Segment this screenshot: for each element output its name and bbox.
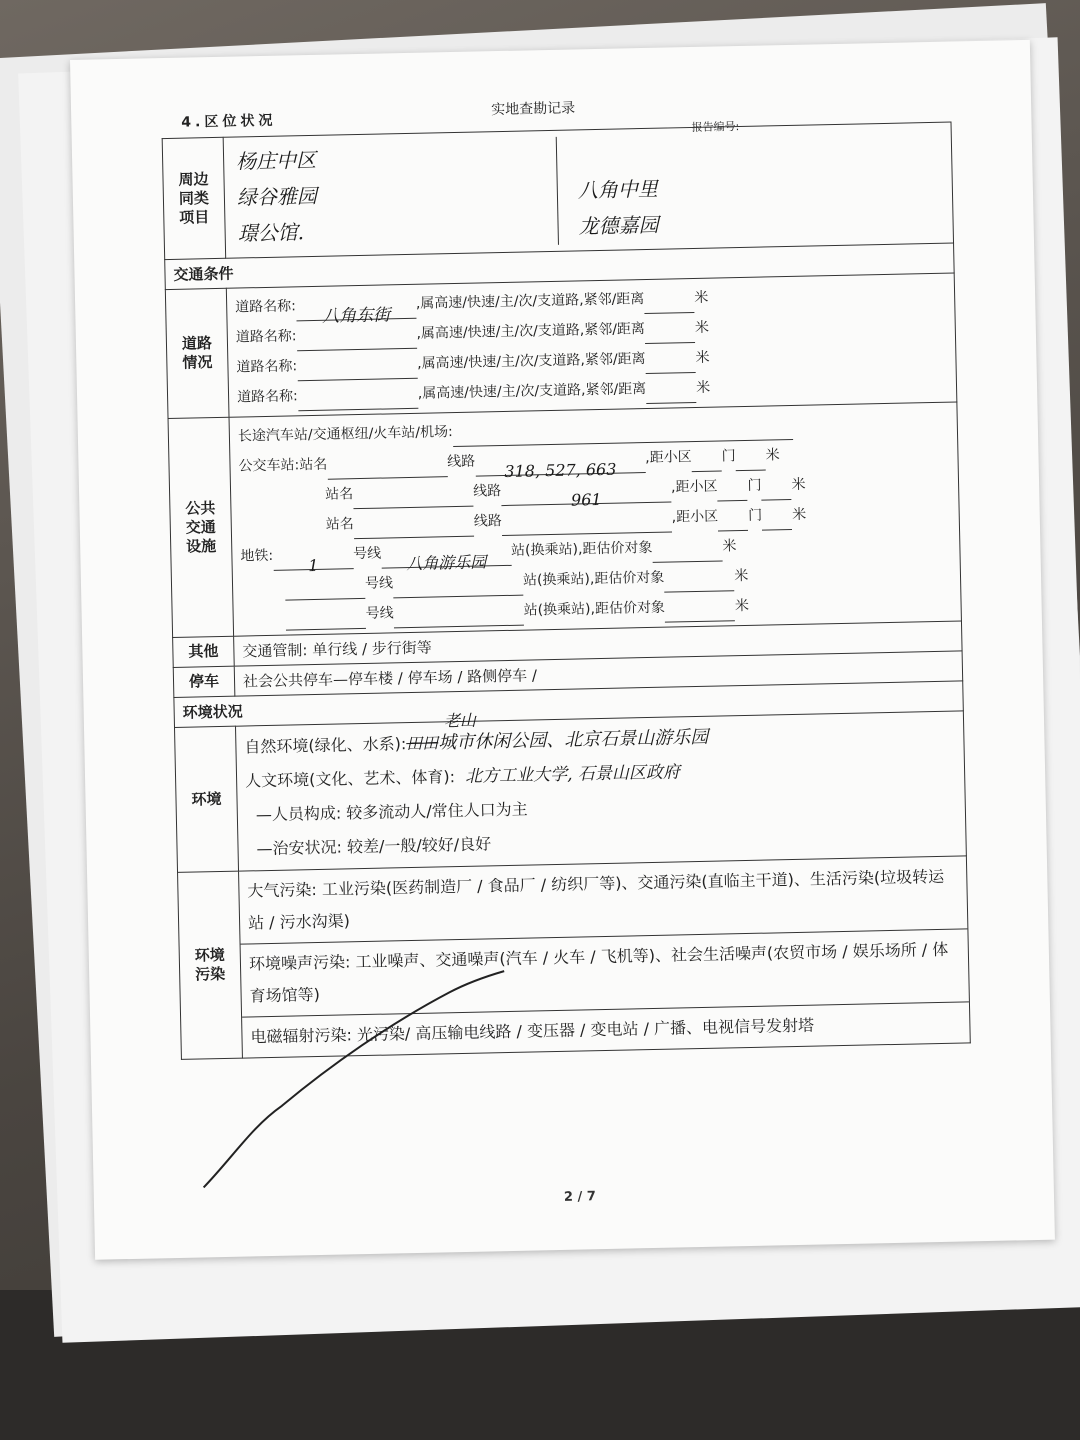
section-heading: 4.区位状况 [181, 112, 277, 131]
road-name-field [298, 390, 418, 412]
document-title: 实地查勘记录 [490, 100, 576, 119]
bus-line: 站名 线路 ,距小区 门 米 [239, 497, 950, 542]
natural-struck-text: 田田 [406, 733, 439, 754]
bus-line: 公交车站:站名 线路 318, 527, 663,距小区 门 米 [238, 447, 780, 481]
air-pollution: 大气污染: 工业污染(医药制造厂 / 食品厂 / 纺织厂等)、交通污染(直临主干道)、生活污染(垃圾转运站 / 污水沟渠) [239, 856, 967, 944]
security-line: —治安状况: 较差/一般/较好/良好 [256, 834, 492, 859]
roads-row [165, 273, 957, 418]
bus-line: 站名 线路 961,距小区 门 米 [324, 476, 806, 510]
other-text: 交通管制: 单行线 / 步行街等 [234, 621, 962, 666]
natural-environment-line: 老山 自然环境(绿化、水系):田田城市休闲公园、北京石景山游乐园 [244, 716, 956, 765]
neighbors-label: 周边同类项目 [162, 137, 226, 259]
road-line: 道路名称: ,属高速/快速/主/次/支道路,紧邻/距离 米 [236, 338, 947, 383]
transit-label: 公共交通设施 [168, 417, 234, 637]
pollution-label: 环境污染 [178, 871, 243, 1059]
subway-line-number [286, 610, 366, 631]
subway-line: 号线 站(换乘站),距估价对象 米 [241, 587, 952, 632]
other-label: 其他 [173, 636, 235, 667]
road-line: 道路名称: ,属高速/快速/主/次/支道路,紧邻/距离 米 [237, 368, 948, 413]
bus-route-field: 318, 527, 663 [475, 454, 645, 477]
subway-station-field [394, 607, 524, 629]
subway-station-field: 八角游乐园 [381, 547, 511, 569]
neighbors-left [236, 137, 559, 252]
subway-line: 地铁: 1号线 八角游乐园站(换乘站),距估价对象 米 [240, 538, 737, 576]
em-pollution: 电磁辐射污染: 光污染/ 高压输电线路 / 变压器 / 变电站 / 广播、电视信号发射塔 [250, 1015, 815, 1047]
road-name-field [296, 330, 416, 352]
page-number: 2 / 7 [563, 1189, 596, 1205]
bus-route-field: 961 [501, 484, 671, 507]
long-distance-line: 长途汽车站/交通枢纽/火车站/机场: [238, 407, 949, 452]
subway-line-number [285, 580, 365, 601]
neighbor-item: 璟公馆. [237, 220, 305, 246]
noise-pollution: 环境噪声污染: 工业噪声、交通噪声(汽车 / 火车 / 飞机等)、社会生活噪声(农贸市场 / 娱乐场所 / 体育场馆等) [241, 929, 969, 1017]
natural-handwritten: 城市休闲公园、北京石景山游乐园 [438, 726, 709, 754]
neighbor-item: 八角中里 [577, 176, 659, 203]
cultural-handwritten: 北方工业大学, 石景山区政府 [464, 762, 681, 787]
pollution-row [178, 856, 971, 1059]
traffic-title: 交通条件 [165, 243, 954, 290]
natural-annotation-above: 老山 [443, 710, 477, 731]
transit-row [168, 402, 961, 637]
environment-row [175, 711, 967, 872]
neighbor-item: 龙德嘉园 [578, 212, 659, 239]
subway-line: 号线 站(换乘站),距估价对象 米 [241, 557, 952, 602]
environment-title: 环境状况 [174, 681, 963, 728]
subway-line-number: 1 [273, 550, 353, 571]
neighbor-item: 绿谷雅园 [236, 183, 318, 210]
people-line: —人员构成: 较多流动人/常住人口为主 [255, 799, 528, 825]
road-line: 道路名称: 八角东街,属高速/快速/主/次/支道路,紧邻/距离 米 [235, 289, 709, 327]
neighbors-right [557, 135, 659, 245]
road-name-field [297, 360, 417, 382]
parking-label: 停车 [173, 666, 235, 697]
neighbor-item: 杨庄中区 [235, 147, 317, 174]
road-name-field: 八角东街 [296, 300, 416, 322]
roads-label: 道路情况 [165, 288, 229, 418]
neighbors-row [162, 122, 953, 259]
road-line: 道路名称: ,属高速/快速/主/次/支道路,紧邻/距离 米 [236, 308, 947, 353]
survey-form-page [70, 40, 1055, 1260]
survey-table [162, 122, 971, 1060]
parking-text: 社会公共停车—停车楼 / 停车场 / 路侧停车 / [234, 651, 962, 696]
environment-label: 环境 [175, 726, 239, 872]
report-number-label: 报告编号: [691, 120, 740, 134]
cultural-environment-line: 人文环境(文化、艺术、体育): 北方工业大学, 石景山区政府 [244, 762, 681, 791]
